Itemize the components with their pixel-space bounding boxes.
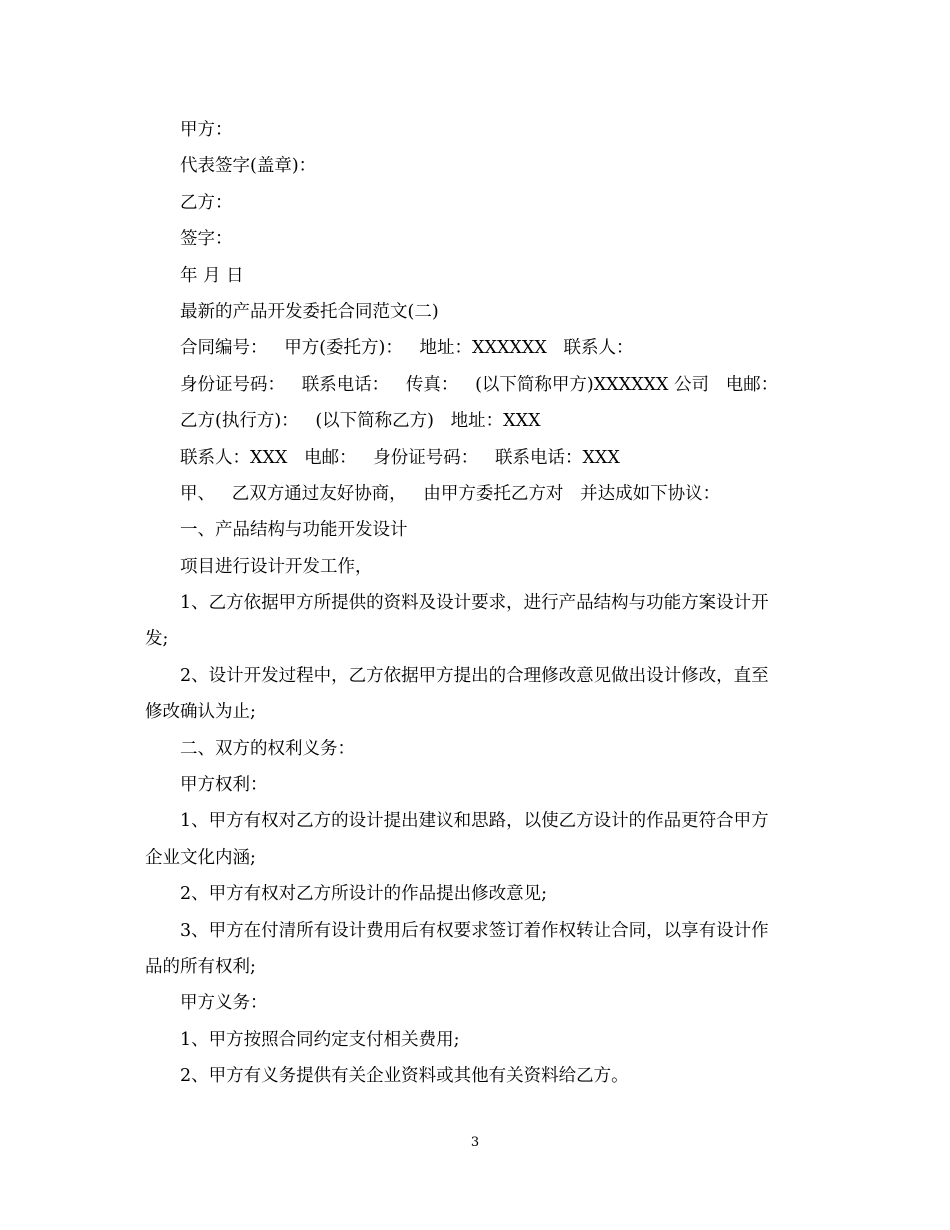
contract-number-line: 合同编号： 甲方(委托方)： 地址：XXXXXX 联系人： [180,338,634,359]
contact-person-line: 联系人：XXX 电邮： 身份证号码： 联系电话：XXX [180,447,620,468]
clause-heading: 一、产品结构与功能开发设计 [180,520,408,541]
representative-signature-line: 代表签字(盖章)： [180,156,317,177]
paragraph-line: 项目进行设计开发工作， [180,556,373,577]
paragraph-continuation: 企业文化内涵; [145,847,256,868]
paragraph-line: 1、甲方有权对乙方的设计提出建议和思路，以使乙方设计的作品更符合甲方 [180,811,769,832]
paragraph-continuation: 修改确认为止; [145,702,256,723]
page-number: 3 [470,1135,480,1150]
id-contact-line: 身份证号码： 联系电话： 传真： (以下简称甲方)XXXXXX 公司 电邮： [180,374,779,395]
paragraph-line: 3、甲方在付清所有设计费用后有权要求签订着作权转让合同，以享有设计作 [180,920,769,941]
party-b-line: 乙方： [180,192,233,213]
date-line: 年 月 日 [180,265,244,286]
agreement-intro-line: 甲、 乙双方通过友好协商， 由甲方委托乙方对 并达成如下协议： [180,483,721,504]
paragraph-line: 2、甲方有义务提供有关企业资料或其他有关资料给乙方。 [180,1066,629,1087]
clause-heading: 二、双方的权利义务： [180,738,355,759]
subheading: 甲方权利： [180,775,268,796]
paragraph-line: 1、乙方依据甲方所提供的资料及设计要求，进行产品结构与功能方案设计开 [180,593,769,614]
document-body [145,112,810,1095]
section-title: 最新的产品开发委托合同范文(二) [180,301,439,322]
paragraph-line: 2、设计开发过程中，乙方依据甲方提出的合理修改意见做出设计修改，直至 [180,665,769,686]
paragraph-line: 1、甲方按照合同约定支付相关费用; [180,1029,460,1050]
party-a-line: 甲方： [180,120,233,140]
paragraph-continuation: 品的所有权利; [145,956,256,977]
paragraph-continuation: 发; [145,629,169,650]
signature-line: 签字： [180,229,233,250]
subheading: 甲方义务： [180,993,268,1014]
paragraph-line: 2、甲方有权对乙方所设计的作品提出修改意见; [180,884,548,905]
party-b-executor-line: 乙方(执行方)： (以下简称乙方) 地址：XXX [180,411,541,432]
